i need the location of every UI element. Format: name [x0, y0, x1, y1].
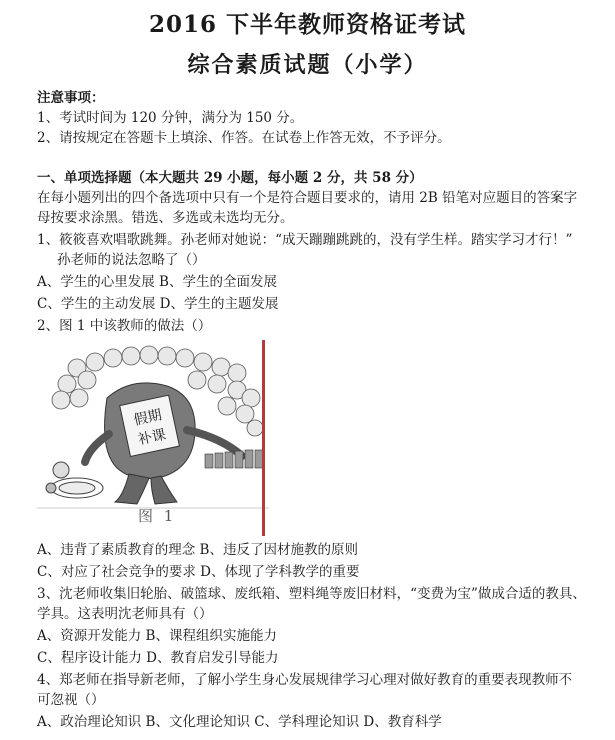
notice-heading: 注意事项： [37, 90, 105, 106]
question-1-options: A、学生的心里发展 B、学生的全面发展 [37, 274, 277, 290]
section-heading: 一、单项选择题（本大题共 29 小题，每小题 2 分，共 58 分） [37, 170, 423, 186]
figure-caption: 图 1 [138, 507, 177, 525]
question-3-options: C、程序设计能力 D、教育启发引导能力 [37, 650, 279, 666]
question-3-stem: 3、沈老师收集旧轮胎、破篮球、废纸箱、塑料绳等废旧材料，“变费为宝”做成合适的教具、 [37, 586, 586, 602]
cartoon-figure [37, 338, 269, 532]
exam-title: 2016 下半年教师资格证考试 [148, 11, 467, 38]
notice-item: 2、请按规定在答题卡上填涂、作答。在试卷上作答无效，不予评分。 [37, 130, 451, 146]
question-1-stem: 孙老师的说法忽略了（） [57, 252, 206, 268]
sign-board [120, 395, 180, 456]
sign-text-top: 假期 [132, 407, 164, 429]
section-instructions: 母按要求涂黑。错选、多选或未选均无分。 [37, 210, 294, 226]
question-3-options: A、资源开发能力 B、课程组织实施能力 [37, 628, 277, 644]
question-2-options: C、对应了社会竞争的要求 D、体现了学科教学的重要 [37, 564, 360, 580]
exam-subtitle: 综合素质试题（小学） [187, 52, 428, 78]
question-3-stem: 学具。这表明沈老师具有（） [37, 606, 213, 622]
question-4-stem: 4、郑老师在指导新老师，了解小学生身心发展规律学习心理对做好教育的重要表现教师不 [37, 672, 573, 688]
question-1-stem: 1、筱筱喜欢唱歌跳舞。孙老师对她说：“成天蹦蹦跳跳的，没有学生样。踏实学习才行！” [37, 232, 573, 248]
section-instructions: 在每小题列出的四个备选项中只有一个是符合题目要求的，请用 2B 铅笔对应题目的答案字 [37, 190, 578, 206]
notice-item: 1、考试时间为 120 分钟，满分为 150 分。 [37, 110, 304, 126]
question-4-options: A、政治理论知识 B、文化理论知识 C、学科理论知识 D、教育科学 [37, 714, 442, 730]
question-2-stem: 2、图 1 中该教师的做法（） [37, 318, 212, 334]
question-4-stem: 可忽视（） [37, 692, 105, 708]
sign-text-bottom: 补课 [136, 426, 168, 449]
image-edge-strip [262, 340, 265, 536]
question-2-options: A、违背了素质教育的理念 B、违反了因材施教的原则 [37, 542, 358, 558]
question-1-options: C、学生的主动发展 D、学生的主题发展 [37, 296, 279, 312]
